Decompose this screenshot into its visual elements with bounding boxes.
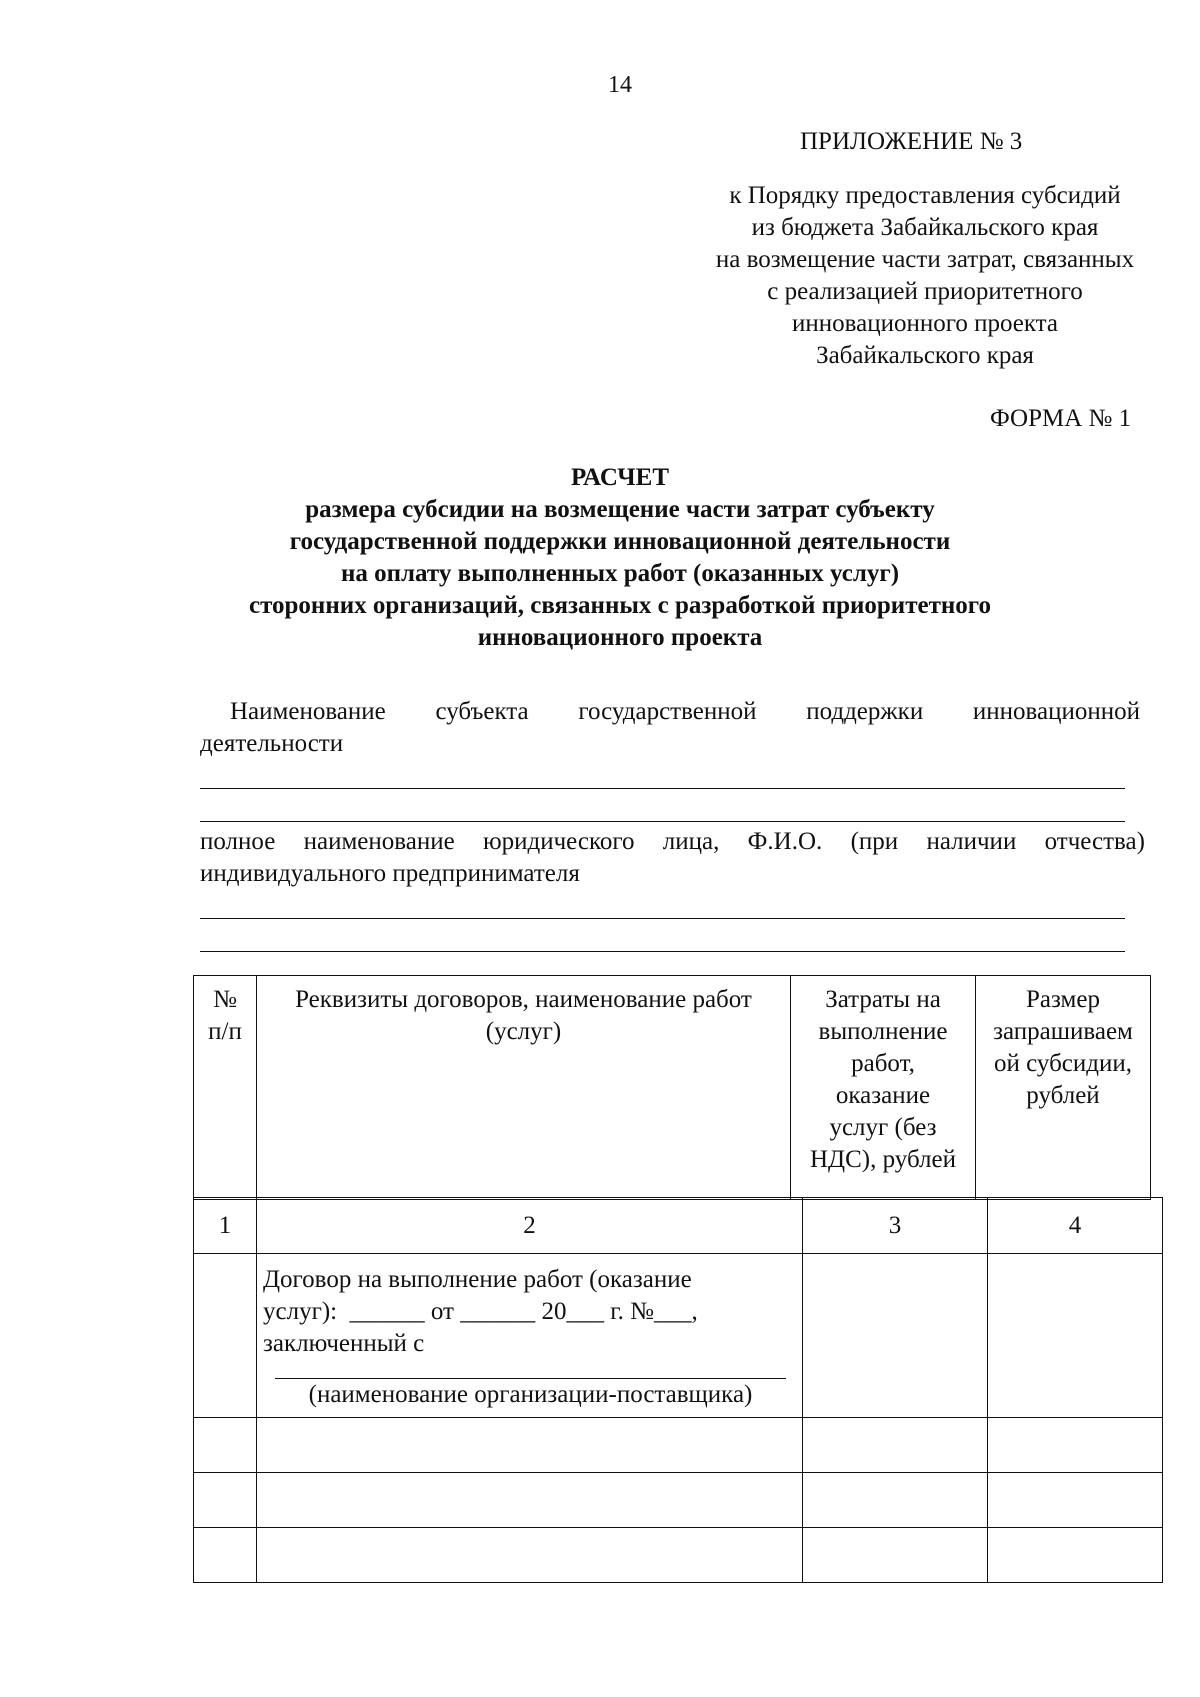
table-row <box>194 1473 1163 1528</box>
hint-word: Ф.И.О. <box>747 828 823 855</box>
hint-word: полное <box>200 828 276 855</box>
cost-cell[interactable] <box>803 1254 988 1418</box>
contract-line: Договор на выполнение работ (оказание <box>263 1266 692 1293</box>
appendix-line: инновационного проекта <box>791 310 1059 337</box>
empty-cell[interactable] <box>194 1418 257 1473</box>
label-line2: деятельности <box>200 730 344 757</box>
empty-cell[interactable] <box>988 1473 1163 1528</box>
empty-cell[interactable] <box>194 1528 257 1583</box>
empty-cell[interactable] <box>257 1473 803 1528</box>
empty-cell[interactable] <box>257 1528 803 1583</box>
column-number-row <box>194 1198 1163 1254</box>
hint-word: наименование <box>303 828 455 855</box>
empty-cell[interactable] <box>803 1418 988 1473</box>
hint-word: наличии <box>926 828 1017 855</box>
column-number: 1 <box>194 1198 257 1254</box>
title-line: размера субсидии на возмещение части затрат субъекту <box>305 496 935 523</box>
column-number: 4 <box>988 1198 1163 1254</box>
label-word: инновационной <box>972 698 1140 725</box>
contract-details-cell[interactable] <box>257 1254 803 1418</box>
subsidy-cell[interactable] <box>988 1254 1163 1418</box>
title-line: государственной поддержки инновационной деятельности <box>289 528 951 555</box>
contract-line: услуг): ______ от ______ 20___ г. №___, <box>263 1298 698 1325</box>
extra-field-line-2[interactable] <box>200 951 1125 952</box>
empty-cell[interactable] <box>257 1418 803 1473</box>
extra-field-line-1[interactable] <box>200 918 1125 919</box>
contract-line: заключенный с <box>263 1330 425 1357</box>
title-line: инновационного проекта <box>477 624 763 651</box>
subject-name-field-line-2[interactable] <box>200 821 1125 822</box>
empty-cell[interactable] <box>194 1473 257 1528</box>
label-word: поддержки <box>806 698 924 725</box>
header-col-costs: Затраты на выполнение работ, оказание услуг (без НДС), рублей <box>791 976 976 1200</box>
column-number: 2 <box>257 1198 803 1254</box>
hint-word: отчества) <box>1044 828 1145 855</box>
table-row <box>194 1418 1163 1473</box>
subject-name-hint <box>200 826 1145 890</box>
subject-name-field-line-1[interactable] <box>200 788 1125 789</box>
appendix-line: Забайкальского края <box>816 342 1034 369</box>
calc-table-header <box>193 975 1151 1200</box>
table-row <box>194 1254 1163 1418</box>
supplier-caption: (наименование организации-поставщика) <box>275 1378 786 1411</box>
hint-word: (при <box>850 828 899 855</box>
calc-table-body <box>193 1197 1163 1583</box>
title-line: сторонних организаций, связанных с разработкой приоритетного <box>248 592 992 619</box>
document-title <box>0 462 1200 654</box>
hint-word: юридического <box>482 828 635 855</box>
appendix-line: на возмещение части затрат, связанных <box>715 246 1135 273</box>
appendix-reference <box>660 180 1190 372</box>
header-col-number: № п/п <box>194 976 257 1200</box>
hint-word: лица, <box>662 828 720 855</box>
label-word: субъекта <box>435 698 529 725</box>
label-word: государственной <box>578 698 757 725</box>
appendix-title: ПРИЛОЖЕНИЕ № 3 <box>800 128 1023 155</box>
subject-name-label <box>200 696 1140 760</box>
table-row <box>194 1528 1163 1583</box>
label-word: Наименование <box>230 698 386 725</box>
appendix-line: к Порядку предоставления субсидий <box>729 182 1121 209</box>
page-number: 14 <box>608 72 632 98</box>
form-label: ФОРМА № 1 <box>990 405 1132 432</box>
empty-cell[interactable] <box>803 1473 988 1528</box>
row-number-cell[interactable] <box>194 1254 257 1418</box>
column-number: 3 <box>803 1198 988 1254</box>
empty-cell[interactable] <box>988 1418 1163 1473</box>
appendix-line: из бюджета Забайкальского края <box>751 214 1099 241</box>
title-heading: РАСЧЕТ <box>570 464 669 491</box>
header-col-subsidy: Размер запрашиваем ой субсидии, рублей <box>976 976 1151 1200</box>
hint-line2: индивидуального предпринимателя <box>200 860 580 887</box>
title-line: на оплату выполненных работ (оказанных услуг) <box>340 560 900 587</box>
header-col-contracts: Реквизиты договоров, наименование работ (услуг) <box>257 976 791 1200</box>
empty-cell[interactable] <box>988 1528 1163 1583</box>
empty-cell[interactable] <box>803 1528 988 1583</box>
appendix-line: с реализацией приоритетного <box>767 278 1083 305</box>
